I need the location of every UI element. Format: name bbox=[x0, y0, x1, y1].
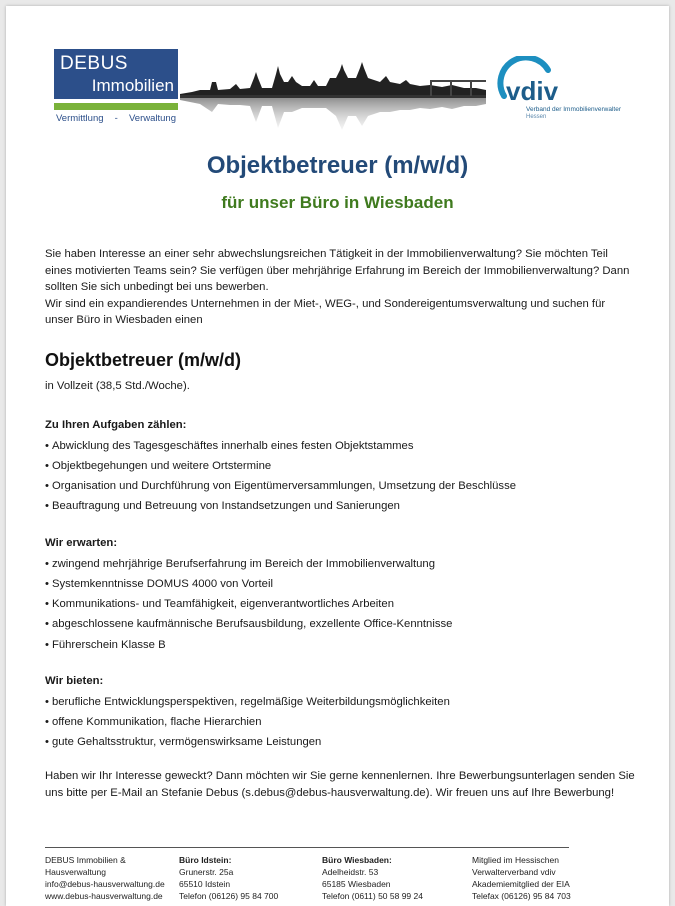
list-item: • berufliche Entwicklungsperspektiven, regelmäßige Weiterbildungsmöglichkeiten bbox=[45, 694, 635, 714]
debus-logo-tagline bbox=[54, 113, 178, 124]
section-heading: Wir erwarten: bbox=[45, 537, 118, 549]
closing-text bbox=[45, 768, 635, 801]
document-page bbox=[6, 6, 669, 906]
full-time-note: in Vollzeit (38,5 Std./Woche). bbox=[45, 380, 190, 392]
list-item: • Abwicklung des Tagesgeschäftes innerhalb eines festen Objektstammes bbox=[45, 438, 635, 458]
page-title: Objektbetreuer (m/w/d) bbox=[206, 152, 469, 179]
footer-office-wiesbaden bbox=[322, 854, 423, 902]
vdiv-logo-line1: Verband der Immobilienverwalter bbox=[526, 106, 622, 113]
footer-member-line: Mitglied im Hessischen bbox=[472, 855, 559, 865]
offer-list bbox=[45, 694, 635, 755]
tasks-list bbox=[45, 438, 635, 519]
footer-street: Adelheidstr. 53 bbox=[322, 867, 379, 877]
footer-city: 65185 Wiesbaden bbox=[322, 879, 391, 889]
footer-company-line: DEBUS Immobilien & bbox=[45, 855, 126, 865]
footer-city: 65510 Idstein bbox=[179, 879, 231, 889]
footer-heading: Büro Wiesbaden: bbox=[322, 855, 392, 865]
footer-fax: Telefax (06126) 95 84 703 bbox=[472, 891, 571, 901]
page-subtitle: für unser Büro in Wiesbaden bbox=[221, 193, 454, 212]
vdiv-logo bbox=[496, 56, 626, 126]
footer-company bbox=[45, 854, 165, 902]
footer-email: info@debus-hausverwaltung.de bbox=[45, 879, 165, 889]
list-item: • zwingend mehrjährige Berufserfahrung im Bereich der Immobilienverwaltung bbox=[45, 556, 635, 576]
list-item: • Führerschein Klasse B bbox=[45, 637, 635, 657]
debus-logo-word: DEBUS bbox=[60, 53, 128, 74]
job-title: Objektbetreuer (m/w/d) bbox=[45, 350, 242, 370]
section-requirements bbox=[45, 535, 635, 657]
debus-logo bbox=[54, 49, 178, 128]
list-item: • Beauftragung und Betreuung von Instandsetzungen und Sanierungen bbox=[45, 498, 635, 518]
debus-logo-green-bar bbox=[54, 103, 178, 110]
section-tasks bbox=[45, 417, 635, 519]
list-item: • offene Kommunikation, flache Hierarchien bbox=[45, 714, 635, 734]
tagline-vermittlung: Vermittlung bbox=[56, 113, 104, 124]
section-heading: Zu Ihren Aufgaben zählen: bbox=[45, 419, 187, 431]
footer-website: www.debus-hausverwaltung.de bbox=[45, 891, 163, 901]
vdiv-logo-word: vdiv bbox=[506, 76, 559, 106]
footer-member-line: Akademiemitglied der EIA bbox=[472, 879, 570, 889]
section-heading: Wir bieten: bbox=[45, 675, 104, 687]
footer-office-idstein bbox=[179, 854, 278, 902]
footer-membership bbox=[472, 854, 571, 902]
closing-paragraph: Haben wir Ihr Interesse geweckt? Dann möchten wir Sie gerne kennenlernen. Ihre Bewerbungsunterlagen senden Sie uns bitte per E-Mail an Stefanie Debus (s.debus@debus-hausverwaltung.de). Wir freuen uns auf Ihre Bewerbung! bbox=[45, 770, 635, 799]
debus-logo-box bbox=[54, 49, 178, 99]
list-item: • gute Gehaltsstruktur, vermögenswirksame Leistungen bbox=[45, 734, 635, 754]
requirements-list bbox=[45, 556, 635, 657]
footer-heading: Büro Idstein: bbox=[179, 855, 232, 865]
list-item: • Kommunikations- und Teamfähigkeit, eigenverantwortliches Arbeiten bbox=[45, 596, 635, 616]
tagline-separator: - bbox=[114, 113, 118, 124]
intro-paragraph-1: Sie haben Interesse an einer sehr abwechslungsreichen Tätigkeit in der Immobilienverwaltung? Sie möchten Teil eines motivierten Teams sein? Sie verfügen über mehrjährige Erfahrung im Bereich der Immobilienverwaltung? Dann sollten Sie sich unbedingt bei uns bewerben. bbox=[45, 248, 630, 293]
list-item: • Systemkenntnisse DOMUS 4000 von Vorteil bbox=[45, 576, 635, 596]
intro-text bbox=[45, 246, 635, 329]
footer-phone: Telefon (0611) 50 58 99 24 bbox=[322, 891, 423, 901]
footer-divider bbox=[45, 847, 569, 848]
footer-phone: Telefon (06126) 95 84 700 bbox=[179, 891, 279, 901]
footer-member-line: Verwalterverband vdiv bbox=[472, 867, 556, 877]
list-item: • Organisation und Durchführung von Eigentümerversammlungen, Umsetzung der Beschlüsse bbox=[45, 478, 635, 498]
section-offer bbox=[45, 673, 635, 754]
list-item: • abgeschlossene kaufmännische Berufsausbildung, exzellente Office-Kenntnisse bbox=[45, 616, 635, 636]
tagline-verwaltung: Verwaltung bbox=[128, 113, 176, 124]
list-item: • Objektbegehungen und weitere Ortstermine bbox=[45, 458, 635, 478]
debus-logo-immobilien: Immobilien bbox=[91, 76, 174, 95]
city-skyline-image bbox=[180, 52, 486, 132]
footer-company-line: Hausverwaltung bbox=[45, 867, 106, 877]
footer-street: Grunerstr. 25a bbox=[179, 867, 234, 877]
vdiv-logo-line2: Hessen bbox=[526, 114, 547, 120]
intro-paragraph-2: Wir sind ein expandierendes Unternehmen in der Miet-, WEG-, und Sondereigentumsverwaltung und suchen für unser Büro in Wiesbaden einen bbox=[45, 297, 606, 326]
